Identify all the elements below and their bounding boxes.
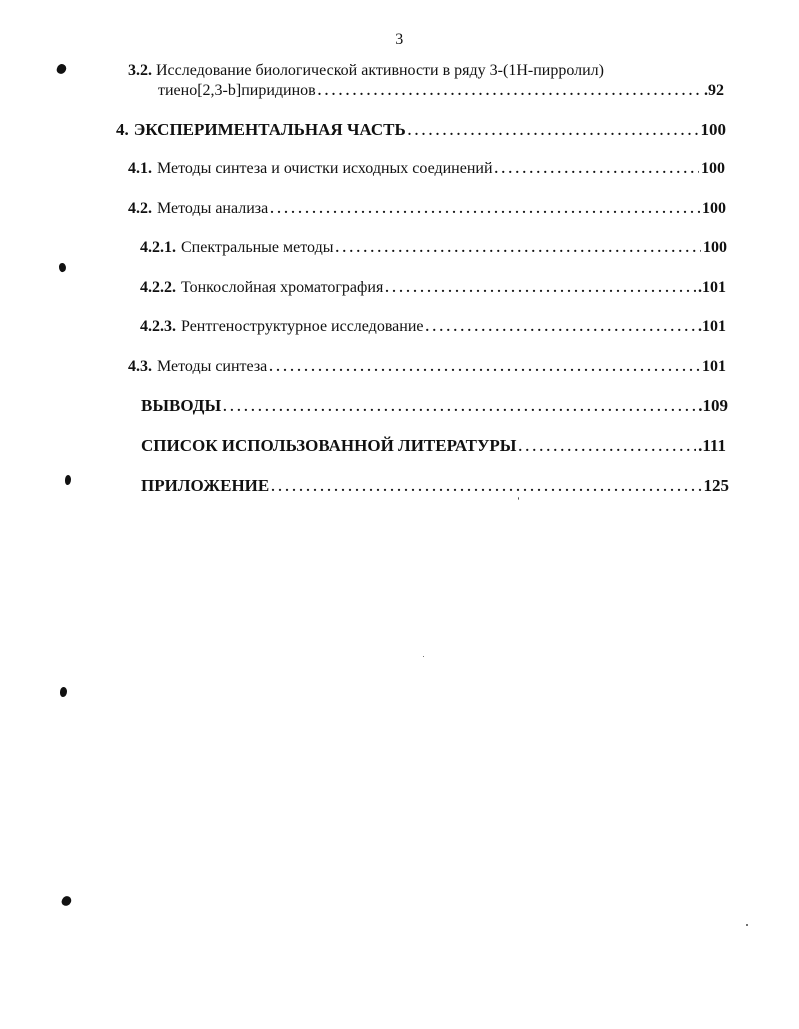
toc-entry-appendix[interactable] [141,477,729,497]
toc-entry-page: 100 [700,120,726,139]
toc-entry-page: 100 [702,200,726,217]
toc-entry-number: 4.2.1. [140,239,176,256]
dot-leader [318,82,702,101]
punch-hole-mark [60,687,67,697]
toc-entry-page: .92 [704,82,724,99]
toc-entry-4-3[interactable] [128,358,726,377]
dot-leader [495,160,699,179]
toc-entry-number: 4.3. [128,358,152,375]
scan-speck [518,497,519,500]
toc-entry-page: .109 [698,396,728,415]
toc-entry-page: .111 [698,436,726,455]
scan-speck [423,656,424,657]
toc-entry-title: ПРИЛОЖЕНИЕ [141,476,270,495]
dot-leader [271,477,701,497]
toc-entry-number: 4.2.2. [140,279,176,296]
toc-entry-page: 101 [702,358,726,375]
toc-entry-references[interactable] [141,437,726,457]
punch-hole-mark [65,475,71,485]
toc-entry-number: 4.2. [128,200,152,217]
toc-entry-number: 3.2. [128,62,152,79]
toc-entry-title: ЭКСПЕРИМЕНТАЛЬНАЯ ЧАСТЬ [133,120,406,139]
toc-entry-number: 4.2.3. [140,318,176,335]
punch-hole-mark [56,63,68,75]
toc-entry-4-2-2[interactable] [140,279,726,298]
toc-entry-3-2[interactable] [128,62,724,101]
dot-leader [270,200,700,219]
scan-speck [746,924,748,926]
toc-entry-title-line1: Исследование биологической активности в ряду 3-(1H-пирролил) [156,62,604,79]
toc-entry-page: .101 [698,318,726,335]
toc-entry-title: СПИСОК ИСПОЛЬЗОВАННОЙ ЛИТЕРАТУРЫ [141,436,517,455]
page-number: 3 [395,31,404,48]
toc-entry-title: Методы синтеза [157,358,268,375]
dot-leader [223,397,696,417]
toc-entry-page: 100 [703,239,727,256]
toc-entry-4-1[interactable] [128,160,725,179]
dot-leader [426,318,697,337]
toc-entry-title: Методы синтеза и очистки исходных соединений [157,160,493,177]
toc-entry-number: 4.1. [128,160,152,177]
toc-entry-4[interactable] [116,121,726,141]
dot-leader [335,239,701,258]
punch-hole-mark [60,895,72,908]
toc-entry-title: Спектральные методы [181,239,334,256]
toc-entry-title: Тонкослойная хроматография [181,279,384,296]
toc-entry-conclusions[interactable] [141,397,728,417]
toc-entry-title: ВЫВОДЫ [141,396,222,415]
toc-entry-4-2[interactable] [128,200,726,219]
dot-leader [385,279,696,298]
dot-leader [408,121,699,141]
toc-entry-number: 4. [116,120,129,139]
toc-entry-page: 100 [701,160,725,177]
dot-leader [519,437,697,457]
dot-leader [269,358,700,377]
toc-entry-page: .101 [698,279,726,296]
toc-entry-title: Методы анализа [157,200,269,217]
toc-entry-4-2-3[interactable] [140,318,726,337]
toc-entry-page: 125 [703,476,729,495]
toc-entry-4-2-1[interactable] [140,239,727,258]
toc-entry-title: Рентгеноструктурное исследование [181,318,424,335]
toc-entry-title: тиено[2,3-b]пиридинов [158,82,316,99]
punch-hole-mark [58,262,67,273]
